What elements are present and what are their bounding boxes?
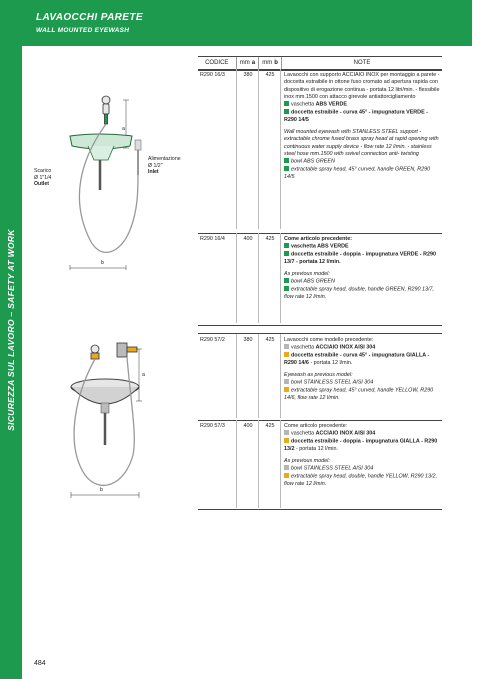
yellow-swatch-icon bbox=[284, 352, 289, 357]
row-note: Lavaocchi come modello precedente: vaschetta ACCIAIO INOX AISI 304 doccetta estraibile - curva 45° - impugnatura GIALLA - R290 14/6 - portata 12 l/min. Eyewash as previous model: bowl STAINLESS STEEL AISI 304 extractable spray head, 45° curved, handle YELLOW, R290 14/6, flow rate 12 l/min. bbox=[284, 337, 434, 402]
green-swatch-icon bbox=[284, 251, 289, 256]
drain-label: Scarico Ø 1"1/4 Outlet bbox=[34, 168, 52, 187]
row-code: R290 57/2 bbox=[200, 337, 225, 343]
green-swatch-icon bbox=[284, 166, 289, 171]
green-swatch-icon bbox=[284, 158, 289, 163]
table-row bbox=[198, 334, 442, 418]
row-code: R290 57/3 bbox=[200, 423, 225, 429]
yellow-swatch-icon bbox=[284, 473, 289, 478]
row-dim-b: 425 bbox=[265, 236, 275, 242]
row-code: R290 16/3 bbox=[200, 72, 225, 78]
table-row bbox=[198, 69, 442, 229]
green-swatch-icon bbox=[284, 101, 289, 106]
row-dim-a: 380 bbox=[243, 72, 253, 78]
row-dim-a: 400 bbox=[243, 236, 253, 242]
grey-swatch-icon bbox=[284, 379, 289, 384]
col-header-code: CODICE bbox=[198, 57, 237, 69]
table-row bbox=[198, 420, 442, 508]
green-swatch-icon bbox=[284, 243, 289, 248]
row-note: Come articolo precedente: vaschetta ABS VERDE doccetta estraibile - doppia - impugnatura VERDE - R290 13/7 - portata 12 l/min. As previous model: bowl ABS GREEN extractable spray head, double, handle GREEN, R290 13/7, flow rate 12 l/min. bbox=[284, 236, 436, 301]
row-dim-a: 380 bbox=[243, 337, 253, 343]
dimension-b-label: b bbox=[100, 487, 103, 493]
green-swatch-icon bbox=[284, 286, 289, 291]
col-header-note: NOTE bbox=[353, 60, 371, 66]
supply-label: Alimentazione Ø 1/2" Inlet bbox=[148, 156, 181, 175]
row-dim-b: 425 bbox=[265, 337, 275, 343]
row-code: R290 16/4 bbox=[200, 236, 225, 242]
page-subtitle: WALL MOUNTED EYEWASH bbox=[36, 27, 130, 34]
sidebar bbox=[0, 0, 22, 679]
row-dim-b: 425 bbox=[265, 72, 275, 78]
green-swatch-icon bbox=[284, 109, 289, 114]
row-dim-b: 425 bbox=[265, 423, 275, 429]
table-row bbox=[198, 233, 442, 323]
note-it-text: Lavaocchi con supporto ACCIAIO INOX per montaggio a parete - doccetta estraibile in ottone fuso cromato ad apertura rapida con dispositivo di erogazione continua - portata 12 litri/min. - flessibile inox mm.1500 con attacco girevole antiattorcigliamento bbox=[284, 72, 440, 100]
grey-swatch-icon bbox=[284, 344, 289, 349]
dimension-a-label: a bbox=[122, 126, 125, 132]
note-en-text: Wall mounted eyewash with STANLESS STEEL support - extractable chrome fused brass spray head at rapid opening with continuous water supply device - flow rate 12 l/min. - stainless steel hose mm.1500 with swivel connection anti- twisting bbox=[284, 129, 439, 157]
page-number: 484 bbox=[34, 660, 46, 667]
page-header bbox=[22, 0, 472, 46]
page-title: LAVAOCCHI PARETE bbox=[36, 12, 143, 23]
grey-swatch-icon bbox=[284, 430, 289, 435]
yellow-swatch-icon bbox=[284, 387, 289, 392]
green-swatch-icon bbox=[284, 278, 289, 283]
col-header-a: mm a bbox=[237, 57, 260, 69]
row-dim-a: 400 bbox=[243, 423, 253, 429]
row-note: Lavaocchi con supporto ACCIAIO INOX per montaggio a parete - doccetta estraibile in ottone fuso cromato ad apertura rapida con dispositivo di erogazione continua - portata 12 litri/min. - flessibile inox mm.1500 con attacco girevole antiattorcigliamento vaschetta ABS VERDE doccetta estraibile - curva 45° - impugnatura VERDE - R290 14/5 Wall mounted eyewash with STANLESS STEEL support - extractable chrome fused brass spray head at rapid opening with continuous water supply device - flow rate 12 l/min. - stainless steel hose mm.1500 with swivel connection anti- twisting bowl ABS GREEN extractable spray head, 45° curved, handle GREEN, R290 14/5 bbox=[284, 72, 440, 180]
row-note: Come articolo precedente: vaschetta ACCIAIO INOX AISI 304 doccetta estraibile - doppia - impugnatura GIALLA - R290 13/2 - portata 12 l/min. As previous model: bowl STAINLESS STEEL AISI 304 extractable spray head, double, handle YELLOW, R290 13/2, flow rate 12 l/min. bbox=[284, 423, 438, 488]
sidebar-text: SICUREZZA SUL LAVORO – SAFETY AT WORK bbox=[6, 229, 16, 431]
grey-swatch-icon bbox=[284, 465, 289, 470]
yellow-swatch-icon bbox=[284, 438, 289, 443]
dimension-b-label: b bbox=[101, 260, 104, 266]
col-header-b: mm b bbox=[259, 57, 282, 69]
eyewash-stainless-drawing bbox=[55, 335, 185, 505]
dimension-a-label: a bbox=[142, 372, 145, 378]
